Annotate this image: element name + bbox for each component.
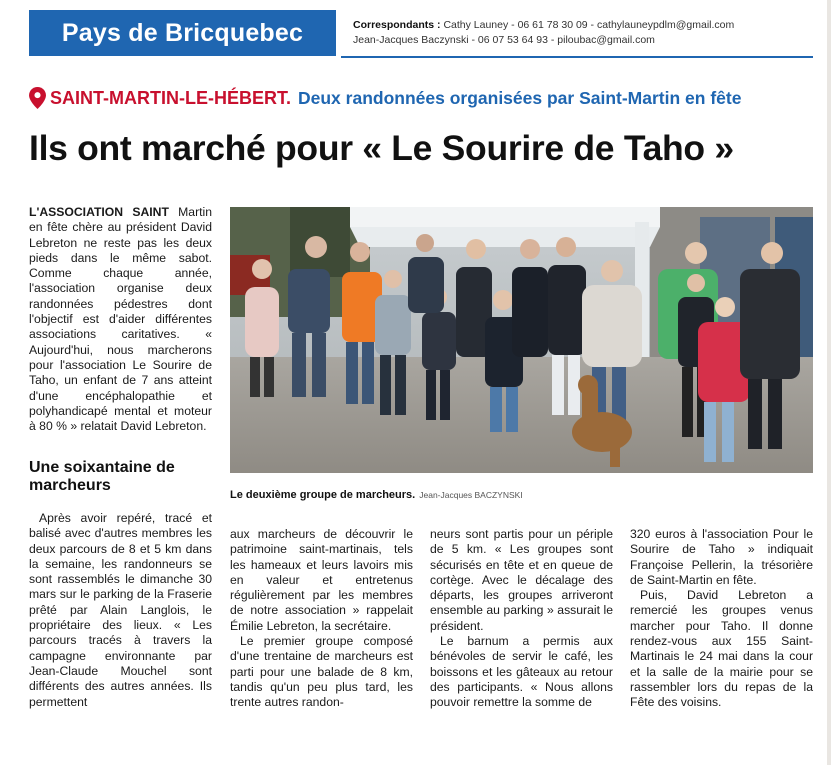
article-column-3 bbox=[430, 527, 613, 711]
paragraph: 320 euros à l'association Pour le Sourire de Taho » indiquait Françoise Pellerin, la trésorière de Saint-Martin en fête. bbox=[630, 527, 813, 587]
article-intro bbox=[29, 205, 212, 434]
article-column-4 bbox=[630, 527, 813, 711]
correspondent-1: Cathy Launey - 06 61 78 30 09 - cathylauneypdlm@gmail.com bbox=[443, 19, 735, 31]
headline: Ils ont marché pour « Le Sourire de Taho » bbox=[29, 128, 734, 168]
page-edge bbox=[827, 0, 831, 765]
paragraph: aux marcheurs de découvrir le patrimoine saint-martinais, tels les hameaux et leurs lavoirs mis en valeur et entretenus régulièrement par les membres de notre association » rappelait Émilie Lebreton, la secrétaire. bbox=[230, 527, 413, 633]
article-column-2 bbox=[230, 527, 413, 711]
header-rule bbox=[341, 56, 813, 58]
photo-caption bbox=[230, 489, 523, 501]
kicker-subtitle: Deux randonnées organisées par Saint-Martin en fête bbox=[298, 87, 742, 108]
correspondents-label: Correspondants : bbox=[353, 19, 441, 31]
paragraph: Le barnum a permis aux bénévoles de servir le café, les boissons et les gâteaux au retour des participants. « Nous allons pouvoir remettre la somme de bbox=[430, 634, 613, 710]
section-title: Pays de Bricquebec bbox=[29, 10, 336, 56]
caption-text: Le deuxième groupe de marcheurs. bbox=[230, 489, 416, 501]
paragraph: neurs sont partis pour un périple de 5 km. « Les groupes sont sécurisés en tête et en queue de cortège. Avec le décalage des départs, les groupes arriveront ensemble au parking » assurait le président. bbox=[430, 527, 613, 633]
correspondent-2: Jean-Jacques Baczynski - 06 07 53 64 93 - piloubac@gmail.com bbox=[353, 34, 655, 46]
paragraph: Puis, David Lebreton a remercié les groupes venus marcher pour Taho. Il donne rendez-vous aux 155 Saint-Martinais le 24 mai dans la cour et la salle de la mairie pour se rassembler lors du repas de la Fête des voisins. bbox=[630, 588, 813, 710]
map-pin-icon bbox=[29, 87, 46, 109]
subheading: Une soixantaine de marcheurs bbox=[29, 459, 175, 494]
correspondents-block bbox=[353, 18, 734, 48]
article-column-1 bbox=[29, 511, 212, 710]
section-header bbox=[29, 10, 813, 58]
paragraph: Le premier groupe composé d'une trentaine de marcheurs est parti pour une balade de 8 km, tandis qu'un peu plus tard, les trente autres randon- bbox=[230, 634, 413, 710]
kicker-line bbox=[29, 86, 741, 110]
photo-credit: Jean-Jacques BACZYNSKI bbox=[419, 490, 523, 500]
lead-caps: L'ASSOCIATION SAINT bbox=[29, 205, 169, 219]
location-label: SAINT-MARTIN-LE-HÉBERT. bbox=[50, 87, 291, 108]
paragraph: Après avoir repéré, tracé et balisé avec d'autres membres les deux parcours de 8 et 5 km dans la semaine, les randonneurs se sont rassemblés le dimanche 30 mars sur le parking de la Fraserie prêté par Alain Langlois, le propriétaire des lieux. « Les parcours tracés à travers la campagne environnante par Jean-Claude Mouchel sont différents des autres années. Ils permettent bbox=[29, 511, 212, 709]
group-photo bbox=[230, 207, 813, 473]
group-photo-illustration bbox=[230, 207, 813, 473]
lead-text: Martin en fête chère au président David Lebreton ne reste pas les deux pieds dans le même sabot. Comme chaque année, l'association organise deux randonnées pédestres dont l'objectif est d'aider différentes associations caritatives. « Aujourd'hui, nous marcherons pour l'association Le Sourire de Taho, un enfant de 7 ans atteint d'une encéphalopathie et polyhandicapé mental et moteur à 80 % » relatait David Lebreton. bbox=[29, 205, 212, 434]
